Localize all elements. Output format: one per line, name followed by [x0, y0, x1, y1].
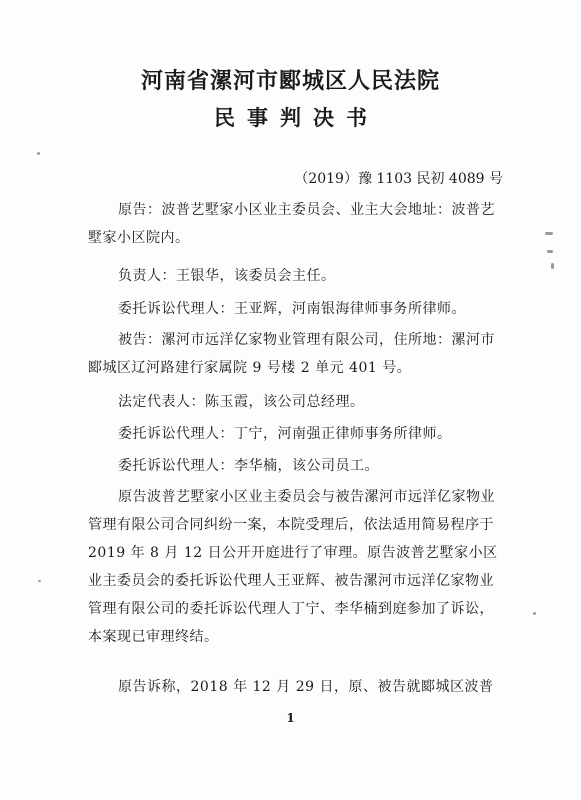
plaintiff-agent-paragraph: 委托诉讼代理人：王亚辉，河南银海律师事务所律师。 — [118, 301, 466, 317]
page-number: 1 — [286, 711, 295, 725]
claim-paragraph: 原告诉称，2018 年 12 月 29 日，原、被告就郾城区波普 — [118, 679, 494, 695]
scan-artifact — [37, 152, 40, 155]
plaintiff-paragraph: 原告：波普艺墅家小区业主委员会、业主大会地址：波普艺墅家小区院内。 — [88, 202, 495, 246]
plaintiff-representative-paragraph: 负责人：王银华，该委员会主任。 — [118, 268, 336, 284]
scan-artifact — [38, 580, 41, 582]
court-name: 河南省漯河市郾城区人民法院 — [140, 68, 440, 94]
defendant-agent-paragraph-2: 委托诉讼代理人：李华楠，该公司员工。 — [118, 458, 379, 474]
case-summary-paragraph: 原告波普艺墅家小区业主委员会与被告漯河市远洋亿家物业管理有限公司合同纠纷一案，本院受理后，依法适用简易程序于 2019 年 8 月 12 日公开开庭进行了审理。原告波普艺墅家小区业主委员会的委托诉讼代理人王亚辉、被告漯河市远洋亿家物业管理有限公司的委托诉讼代理人丁宁、李华楠到庭参加了诉讼，本案现已审理终结。 — [88, 489, 498, 645]
case-number: （2019）豫 1103 民初 4089 号 — [294, 171, 503, 187]
scan-artifact — [533, 612, 536, 615]
scan-artifact — [545, 232, 553, 235]
scan-artifact — [547, 250, 553, 253]
legal-representative-paragraph: 法定代表人：陈玉霞，该公司总经理。 — [118, 394, 365, 410]
defendant-agent-paragraph: 委托诉讼代理人：丁宁，河南强正律师事务所律师。 — [118, 426, 452, 442]
document-title: 民事判决书 — [214, 105, 379, 130]
defendant-paragraph: 被告：漯河市远洋亿家物业管理有限公司，住所地：漯河市郾城区辽河路建行家属院 9 号楼 2 单元 401 号。 — [88, 332, 495, 376]
scan-artifact — [551, 263, 554, 269]
